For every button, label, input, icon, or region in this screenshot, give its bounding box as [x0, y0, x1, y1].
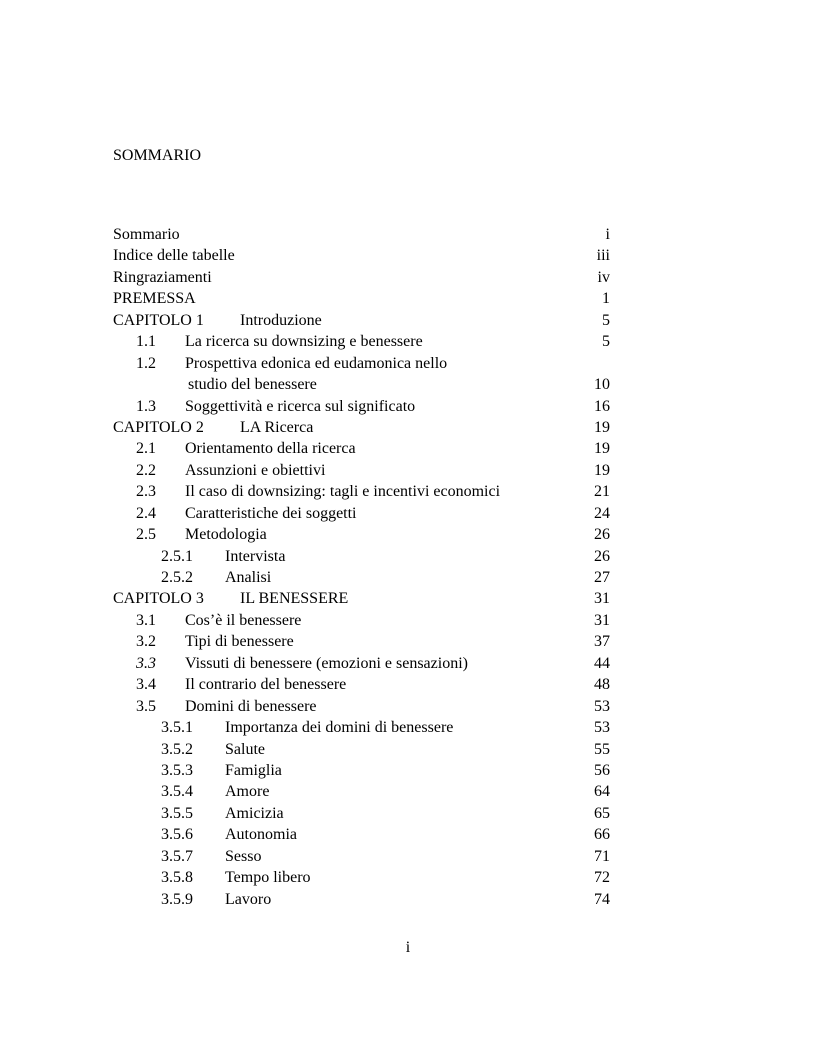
toc-entry-page: 44: [594, 654, 610, 672]
toc-entry-title: Vissuti di benessere (emozioni e sensazioni): [185, 654, 468, 672]
toc-subsection-number: 3.5.1: [161, 719, 193, 737]
toc-section-entry[interactable]: [113, 353, 610, 374]
toc-entry-title: Domini di benessere: [185, 697, 317, 715]
toc-entry-page: 64: [594, 783, 610, 801]
toc-subsection-entry[interactable]: [113, 803, 610, 824]
toc-entry-page: 53: [594, 719, 610, 737]
toc-section-entry[interactable]: [113, 396, 610, 417]
toc-entry-page: 1: [602, 290, 610, 308]
toc-section-number: 2.1: [136, 440, 156, 458]
toc-entry[interactable]: [113, 245, 610, 266]
toc-entry-title: Cos’è il benessere: [185, 611, 302, 629]
toc-entry-page: iii: [596, 247, 610, 265]
toc-section-entry[interactable]: [113, 653, 610, 674]
toc-chapter-entry[interactable]: [113, 417, 610, 438]
toc-entry[interactable]: [113, 267, 610, 288]
toc-section-entry[interactable]: [113, 460, 610, 481]
toc-chapter-entry[interactable]: [113, 310, 610, 331]
toc-entry-title: Intervista: [225, 547, 286, 565]
toc-section-number: 1.2: [136, 354, 156, 372]
toc-chapter-entry[interactable]: [113, 588, 610, 609]
toc-entry-title: IL BENESSERE: [240, 590, 349, 608]
toc-entry-page: 10: [594, 376, 610, 394]
toc-subsection-entry[interactable]: [113, 717, 610, 738]
toc-section-number: 3.1: [136, 611, 156, 629]
toc-entry-page: 21: [594, 483, 610, 501]
toc-section-entry[interactable]: [113, 631, 610, 652]
toc-entry-title: Analisi: [225, 569, 272, 586]
toc-entry-title: PREMESSA: [113, 290, 196, 308]
toc-subsection-number: 3.5.5: [161, 804, 193, 822]
toc-section-entry[interactable]: [113, 524, 610, 545]
toc-chapter-number: CAPITOLO 2: [113, 418, 204, 436]
toc-subsection-number: 3.5.2: [161, 740, 193, 758]
toc-subsection-number: 3.5.9: [161, 890, 193, 908]
toc-entry-page: 5: [602, 311, 610, 329]
toc-entry-title: Assunzioni e obiettivi: [185, 461, 326, 479]
toc-section-number: 1.1: [136, 333, 156, 351]
toc-section-number: 1.3: [136, 397, 156, 415]
toc-entry-page: 48: [594, 676, 610, 694]
toc-entry-title: Ringraziamenti: [113, 268, 212, 286]
toc-entry-page: 55: [594, 740, 610, 758]
footer-page-number: i: [405, 939, 411, 956]
toc-entry-title: Soggettività e ricerca sul significato: [185, 397, 416, 415]
toc-entry-page: 16: [594, 397, 610, 415]
toc-section-entry[interactable]: [113, 438, 610, 459]
toc-section-entry[interactable]: [113, 674, 610, 695]
toc-entry-page: 66: [594, 826, 610, 844]
toc-entry-title: Introduzione: [240, 311, 322, 329]
toc-entry-page: 71: [594, 847, 610, 865]
toc-entry-title: Orientamento della ricerca: [185, 440, 356, 458]
toc-chapter-number: CAPITOLO 3: [113, 590, 204, 608]
toc-subsection-number: 3.5.6: [161, 826, 193, 844]
toc-entry-page: 37: [594, 633, 610, 651]
toc-entry-title: Prospettiva edonica ed eudamonica nello: [185, 354, 448, 372]
toc-subsection-entry[interactable]: [113, 867, 610, 888]
toc-section-entry[interactable]: [113, 610, 610, 631]
toc-entry-page: 26: [594, 547, 610, 565]
toc-entry[interactable]: [113, 224, 610, 245]
toc-entry-title: Indice delle tabelle: [113, 247, 235, 265]
toc-entry-page: 31: [594, 590, 610, 608]
toc-section-number: 2.4: [136, 504, 156, 522]
toc-entry-page: 19: [594, 461, 610, 479]
toc-section-number: 3.5: [136, 697, 156, 715]
toc-entry[interactable]: [113, 288, 610, 309]
toc-subsection-entry[interactable]: [113, 889, 610, 910]
toc-entry-title: Metodologia: [185, 526, 267, 544]
toc-entry-title: Sommario: [113, 226, 180, 243]
toc-subsection-number: 2.5.1: [161, 547, 193, 565]
toc-subsection-number: 3.5.4: [161, 783, 193, 801]
toc-entry-title: Caratteristiche dei soggetti: [185, 504, 357, 522]
toc-subsection-entry[interactable]: [113, 760, 610, 781]
toc-subsection-entry[interactable]: [113, 546, 610, 567]
toc-section-number: 3.2: [136, 633, 156, 651]
toc-entry-title: Tipi di benessere: [185, 633, 294, 651]
toc-subsection-number: 3.5.7: [161, 847, 193, 865]
toc-chapter-number: CAPITOLO 1: [113, 311, 204, 329]
toc-entry-title: studio del benessere: [188, 376, 317, 394]
toc-entry-title: Il contrario del benessere: [185, 676, 347, 694]
toc-entry-title: La ricerca su downsizing e benessere: [185, 333, 423, 351]
toc-entry-page: 31: [594, 611, 610, 629]
toc-entry-title: Importanza dei domini di benessere: [225, 719, 454, 737]
toc-entry-page: 24: [594, 504, 610, 522]
toc-entry-page: 65: [594, 804, 610, 822]
toc-subsection-entry[interactable]: [113, 739, 610, 760]
toc-entry-title: Amicizia: [225, 804, 284, 822]
toc-entry-page: 27: [594, 569, 610, 586]
toc-section-number: 2.3: [136, 483, 156, 501]
toc-subsection-entry[interactable]: [113, 824, 610, 845]
page-heading: SOMMARIO: [113, 147, 202, 164]
toc-subsection-entry[interactable]: [113, 846, 610, 867]
toc-entry-title: LA Ricerca: [240, 418, 314, 436]
toc-subsection-number: 2.5.2: [161, 569, 193, 586]
toc-entry-title: Salute: [225, 740, 265, 758]
toc-entry-title: Tempo libero: [225, 869, 311, 887]
toc-subsection-number: 3.5.3: [161, 761, 193, 779]
toc-entry-page: 19: [594, 418, 610, 436]
toc-section-entry[interactable]: [113, 331, 610, 352]
toc-entry-page: 19: [594, 440, 610, 458]
toc-subsection-number: 3.5.8: [161, 869, 193, 887]
toc-subsection-entry[interactable]: [113, 781, 610, 802]
toc-entry-title: Il caso di downsizing: tagli e incentivi economici: [185, 483, 501, 501]
toc-section-number: 2.5: [136, 526, 156, 544]
toc-section-number: 3.4: [136, 676, 156, 694]
toc-entry-title: Amore: [225, 783, 270, 801]
toc-section-number: 3.3: [136, 654, 156, 672]
table-of-contents: [113, 224, 610, 910]
toc-entry-page: 74: [594, 890, 610, 908]
toc-section-number: 2.2: [136, 461, 156, 479]
toc-entry-page: 56: [594, 761, 610, 779]
toc-entry-title: Sesso: [225, 847, 262, 865]
toc-entry-page: iv: [597, 268, 610, 286]
toc-entry-page: 26: [594, 526, 610, 544]
toc-entry-title: Famiglia: [225, 761, 282, 779]
toc-section-entry[interactable]: [113, 481, 610, 502]
toc-entry-page: i: [605, 226, 610, 243]
toc-section-continuation[interactable]: [113, 374, 610, 395]
toc-section-entry[interactable]: [113, 503, 610, 524]
toc-entry-title: Lavoro: [225, 890, 272, 908]
toc-entry-page: 5: [602, 333, 610, 351]
toc-entry-page: 72: [594, 869, 610, 887]
toc-entry-page: 53: [594, 697, 610, 715]
toc-subsection-entry[interactable]: [113, 567, 610, 588]
toc-section-entry[interactable]: [113, 696, 610, 717]
toc-entry-title: Autonomia: [225, 826, 297, 844]
